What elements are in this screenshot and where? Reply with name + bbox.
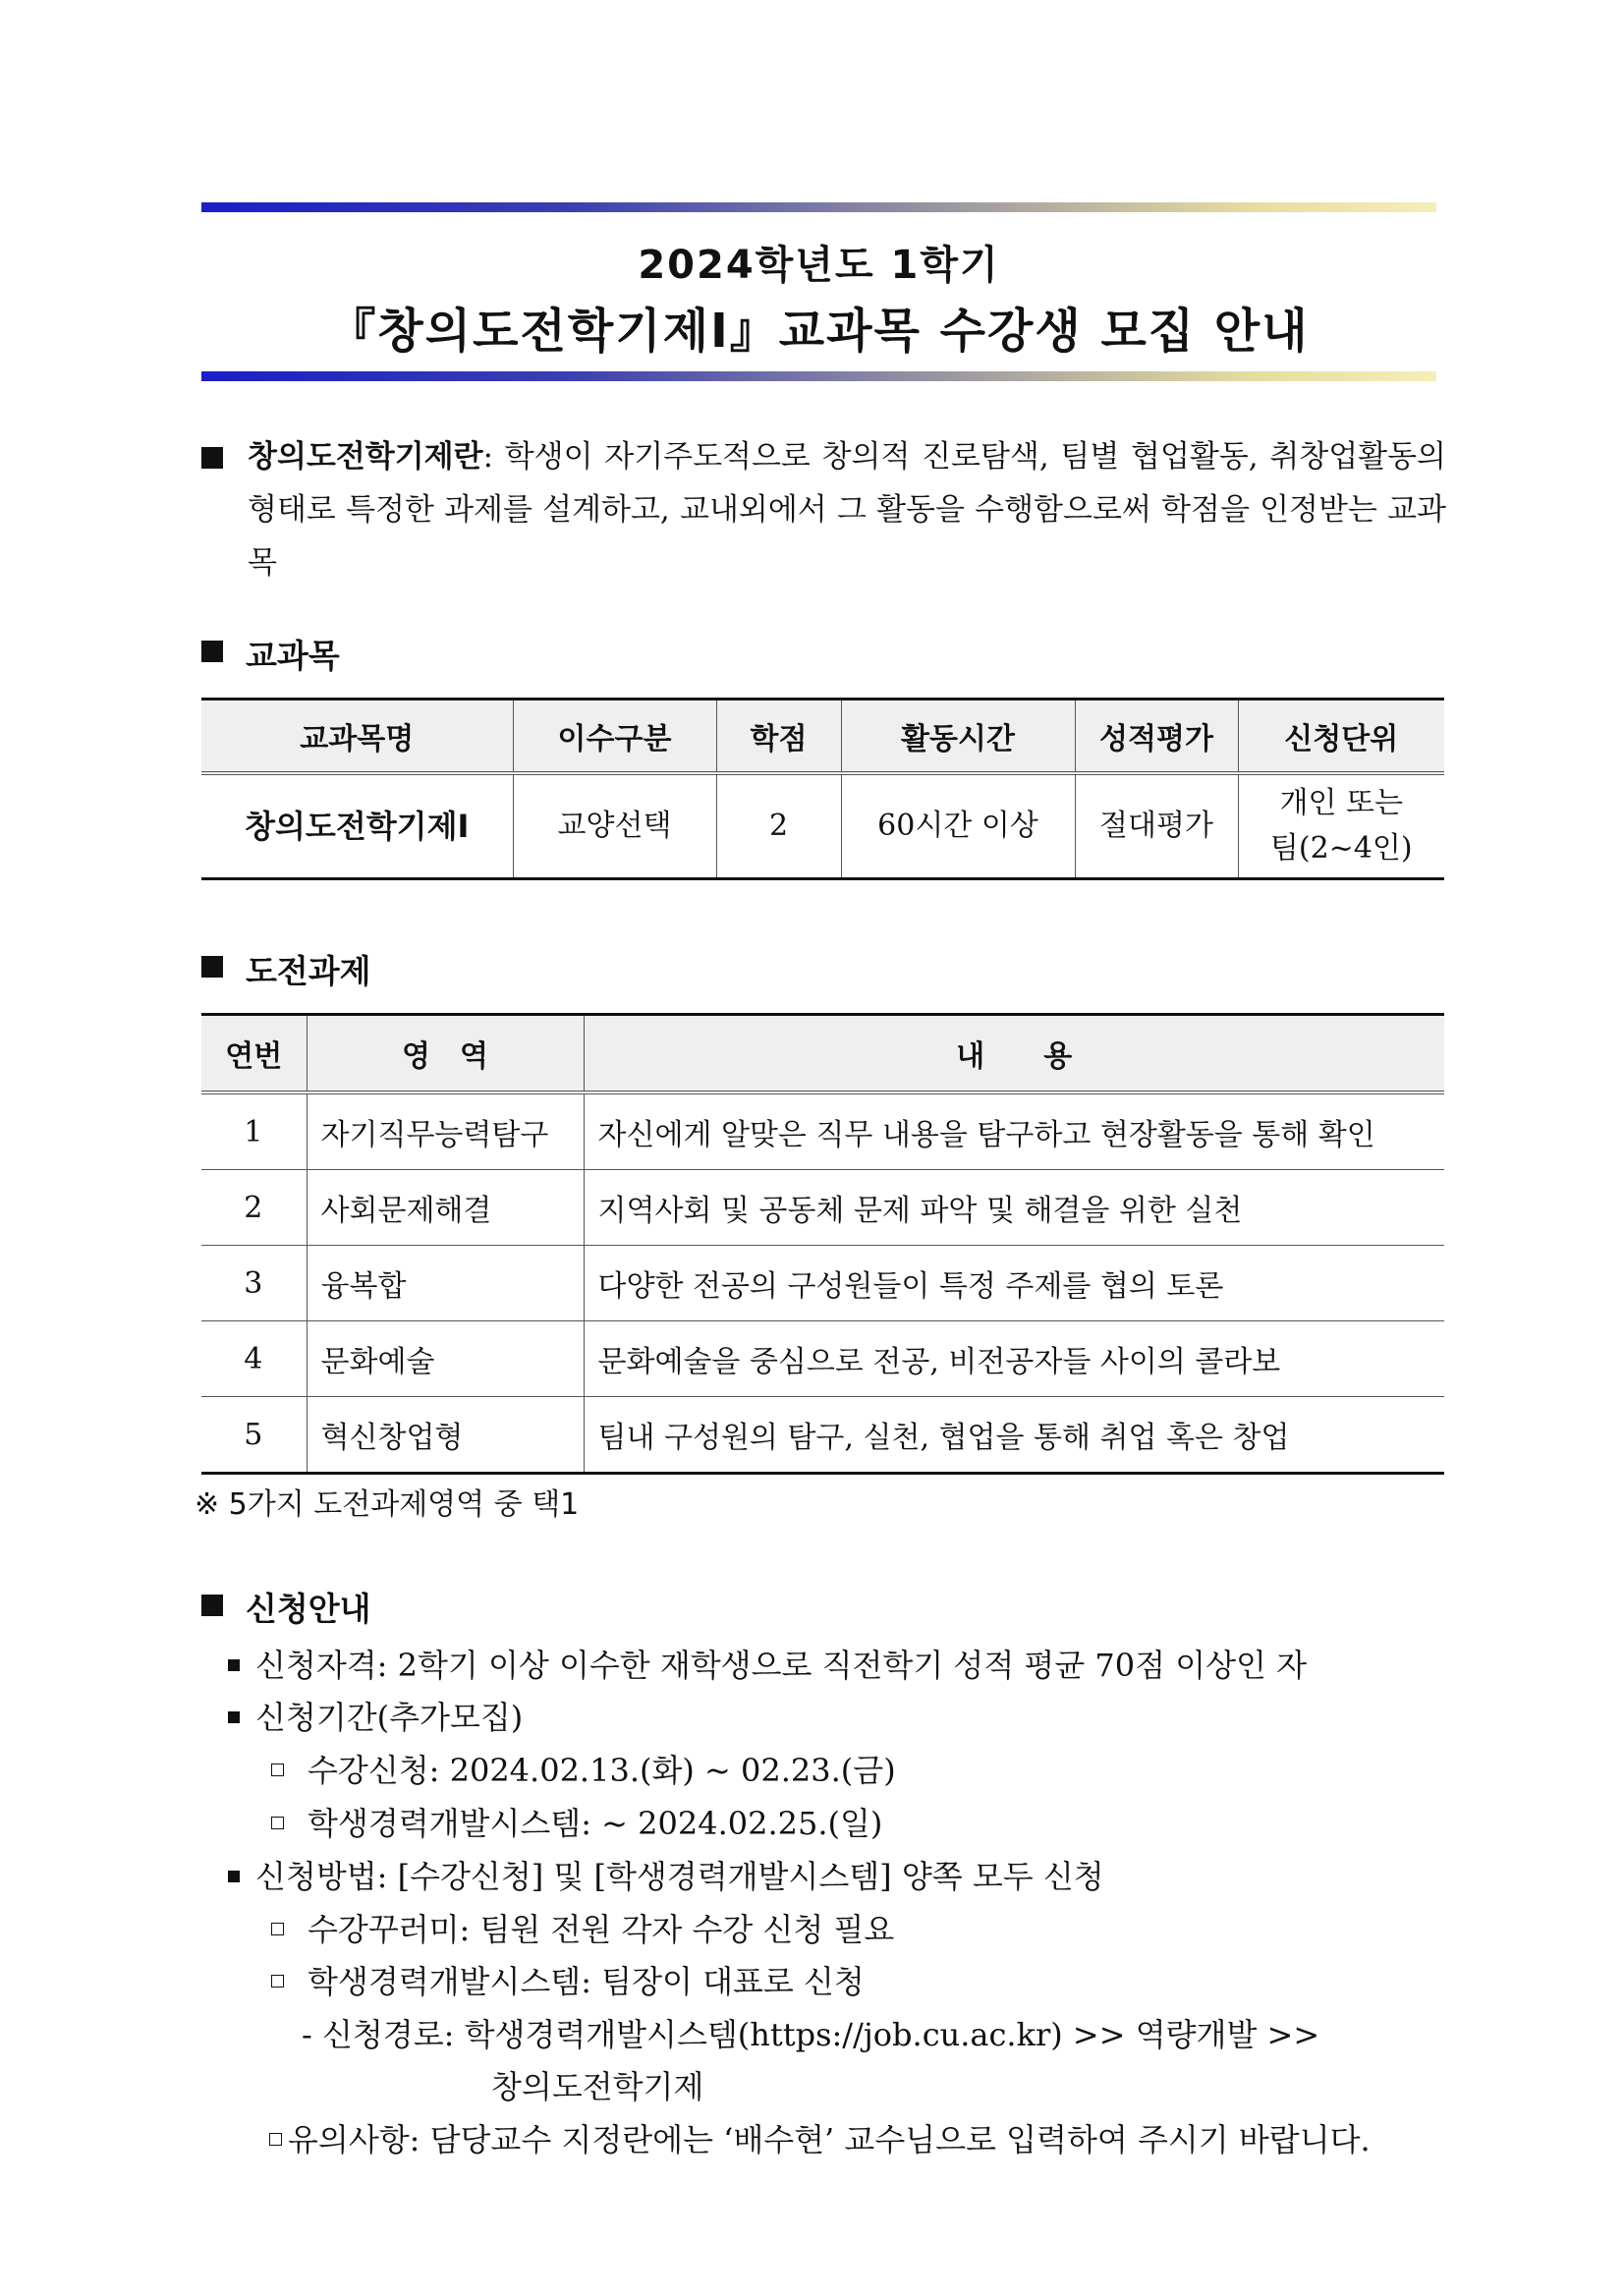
hollow-square-icon	[271, 1923, 284, 1935]
method-course-line	[271, 1905, 894, 1950]
caution-line	[269, 2115, 1371, 2160]
table-header: 교과목명	[201, 700, 513, 774]
title-bar-bottom	[201, 371, 1436, 381]
table-header: 내 용	[584, 1015, 1444, 1093]
table-header: 학점	[716, 700, 841, 774]
course-name: 창의도전학기제Ⅰ	[245, 808, 470, 845]
table-row	[201, 1170, 1444, 1246]
period-system-line	[271, 1799, 882, 1844]
small-square-icon	[228, 1871, 240, 1882]
course-unit	[1238, 773, 1444, 879]
eligibility-line	[228, 1641, 1307, 1686]
method-title-line	[228, 1852, 1104, 1897]
section-title-application: 신청안내	[246, 1590, 371, 1628]
row-content: 문화예술을 중심으로 전공, 비전공자들 사이의 콜라보	[584, 1321, 1444, 1397]
row-content: 자신에게 알맞은 직무 내용을 탐구하고 현장활동을 통해 확인	[584, 1092, 1444, 1170]
section-title-course: 교과목	[246, 637, 340, 675]
row-content: 팀내 구성원의 탐구, 실천, 협업을 통해 취업 혹은 창업	[584, 1397, 1444, 1474]
table-header: 이수구분	[513, 700, 716, 774]
table-header: 연번	[201, 1015, 307, 1093]
caution-text: 유의사항: 담당교수 지정란에는 ‘배수현’ 교수님으로 입력하여 주시기 바랍니다.	[288, 2121, 1371, 2158]
method-system-line	[271, 1957, 865, 2002]
row-area: 융복합	[307, 1246, 584, 1321]
hollow-square-icon	[269, 2133, 282, 2146]
definition-term: 창의도전학기제란	[248, 439, 483, 475]
definition-text: : 학생이 자기주도적으로 창의적 진로탐색, 팀별 협업활동, 취창업활동의 형태로 특정한 과제를 설계하고, 교내외에서 그 활동을 수행함으로써 학점을 인정받는 교과목	[248, 439, 1446, 581]
challenge-table	[201, 1013, 1444, 1475]
hollow-square-icon	[271, 1817, 284, 1829]
row-content: 지역사회 및 공동체 문제 파악 및 해결을 위한 실천	[584, 1170, 1444, 1246]
title-bar-top	[201, 202, 1436, 212]
course-unit-line2: 팀(2~4인)	[1269, 831, 1413, 866]
row-area: 문화예술	[307, 1321, 584, 1397]
row-area: 자기직무능력탐구	[307, 1092, 584, 1170]
table-row	[201, 1246, 1444, 1321]
bullet-square-icon	[201, 956, 223, 978]
table-header: 성적평가	[1075, 700, 1238, 774]
route-line2: 창의도전학기제	[491, 2068, 704, 2105]
route-line1: - 신청경로: 학생경력개발시스템(https://job.cu.ac.kr) >> 역량개발 >>	[302, 2016, 1320, 2053]
method-system-text: 학생경력개발시스템: 팀장이 대표로 신청	[308, 1963, 865, 2000]
period-system-text: 학생경력개발시스템: ~ 2024.02.25.(일)	[308, 1805, 883, 1842]
small-square-icon	[228, 1711, 240, 1723]
row-number: 1	[244, 1114, 263, 1149]
eligibility-text: 신청자격: 2학기 이상 이수한 재학생으로 직전학기 성적 평균 70점 이상인 자	[255, 1647, 1308, 1684]
table-header-row	[201, 1015, 1444, 1093]
period-title-text: 신청기간(추가모집)	[255, 1699, 524, 1736]
table-header: 신청단위	[1238, 700, 1444, 774]
table-row	[201, 773, 1444, 879]
row-number: 5	[201, 1397, 307, 1474]
method-course-text: 수강꾸러미: 팀원 전원 각자 수강 신청 필요	[308, 1911, 895, 1948]
title-line2: 『창의도전학기제Ⅰ』교과목 수강생 모집 안내	[328, 304, 1310, 359]
hollow-square-icon	[271, 1764, 284, 1776]
period-course-text: 수강신청: 2024.02.13.(화) ~ 02.23.(금)	[308, 1752, 896, 1789]
table-header-row	[201, 700, 1444, 774]
row-number: 4	[201, 1321, 307, 1397]
bullet-square-icon	[201, 1595, 223, 1616]
hollow-square-icon	[271, 1975, 284, 1988]
period-course-line	[271, 1746, 896, 1791]
row-area: 혁신창업형	[307, 1397, 584, 1474]
course-grading: 절대평가	[1075, 773, 1238, 879]
row-number: 3	[201, 1246, 307, 1321]
title-line1: 2024학년도 1학기	[638, 243, 1000, 288]
table-header: 영 역	[307, 1015, 584, 1093]
course-hours: 60시간 이상	[841, 773, 1075, 879]
course-type: 교양선택	[513, 773, 716, 879]
table-header: 활동시간	[841, 700, 1075, 774]
row-area: 사회문제해결	[307, 1170, 584, 1246]
row-number: 2	[201, 1170, 307, 1246]
method-title-text: 신청방법: [수강신청] 및 [학생경력개발시스템] 양쪽 모두 신청	[255, 1858, 1104, 1895]
period-title-line	[228, 1693, 523, 1738]
course-unit-line1: 개인 또는	[1279, 786, 1403, 820]
table-row	[201, 1092, 1444, 1170]
section-title-challenge: 도전과제	[246, 952, 371, 990]
small-square-icon	[228, 1659, 240, 1671]
course-table	[201, 698, 1444, 880]
table-row	[201, 1397, 1444, 1474]
definition-paragraph	[248, 430, 1446, 589]
challenge-note: ※ 5가지 도전과제영역 중 택1	[195, 1487, 580, 1522]
course-credit: 2	[716, 773, 841, 879]
bullet-square-icon	[201, 447, 223, 469]
row-content: 다양한 전공의 구성원들이 특정 주제를 협의 토론	[584, 1246, 1444, 1321]
bullet-square-icon	[201, 641, 223, 662]
table-row	[201, 1321, 1444, 1397]
